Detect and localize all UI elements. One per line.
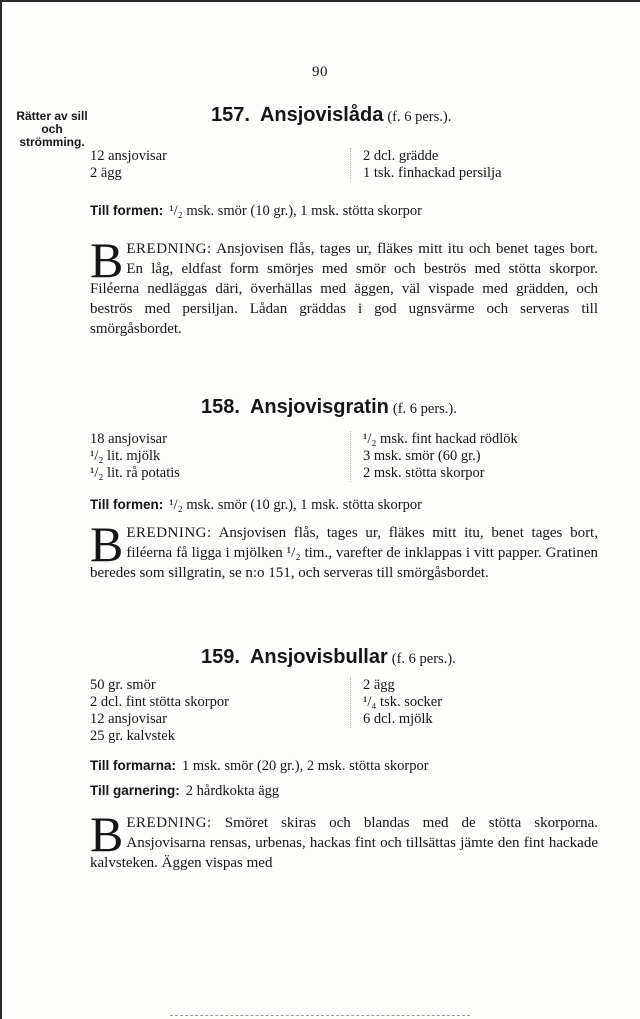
method-first-word: EREDNING: bbox=[126, 241, 212, 257]
margin-note-line: och bbox=[41, 122, 63, 136]
ingredient: ¹/₂ lit. rå potatis bbox=[90, 465, 180, 481]
dropcap: B bbox=[90, 516, 124, 572]
ingredients-left bbox=[90, 677, 229, 745]
recipe-extra bbox=[90, 783, 279, 800]
ingredients-left bbox=[90, 431, 180, 482]
ingredient: 12 ansjovisar bbox=[90, 148, 167, 164]
ingredients-right bbox=[350, 148, 502, 182]
recipe-title bbox=[211, 104, 451, 127]
ingredient: 12 ansjovisar bbox=[90, 711, 167, 727]
method-paragraph bbox=[90, 232, 598, 339]
ingredient: ¹/₄ tsk. socker bbox=[363, 694, 443, 710]
ingredient: ¹/₂ msk. fint hackad rödlök bbox=[363, 431, 518, 447]
ingredient: 25 gr. kalvstek bbox=[90, 728, 175, 744]
method-paragraph bbox=[90, 516, 598, 583]
extra-text: ¹/₂ msk. smör (10 gr.), 1 msk. stötta skorpor bbox=[169, 497, 422, 513]
extra-label: Till garnering: bbox=[90, 783, 180, 798]
recipe-title bbox=[201, 396, 457, 419]
ingredients-left bbox=[90, 148, 167, 182]
ingredient: 2 ägg bbox=[90, 165, 122, 181]
recipe-servings: (f. 6 pers.). bbox=[387, 109, 452, 125]
ingredient: 50 gr. smör bbox=[90, 677, 156, 693]
ingredient: ¹/₂ lit. mjölk bbox=[90, 448, 161, 464]
ingredients-right bbox=[350, 431, 518, 482]
margin-note-line: strömming. bbox=[19, 135, 85, 149]
extra-label: Till formen: bbox=[90, 203, 164, 218]
extra-text: 1 msk. smör (20 gr.), 2 msk. stötta skorpor bbox=[182, 758, 429, 774]
margin-note bbox=[6, 110, 98, 149]
recipe-extra bbox=[90, 758, 429, 775]
method-text: Ansjovisen flås, tages ur, fläkes mitt itu och benet tages bort. En låg, eldfast form smörjes med smör och beströs med stötta skorpor. Filéerna nedläggas däri, överhällas med äggen, väl vispade med grädden, och beströs med persiljan. Lådan gräddas i god ugnsvärme och serveras till smörgåsbordet. bbox=[90, 241, 598, 337]
ingredient: 2 dcl. fint stötta skorpor bbox=[90, 694, 229, 710]
extra-label: Till formen: bbox=[90, 497, 164, 512]
recipe-extra bbox=[90, 497, 422, 514]
recipe-number: 158. bbox=[201, 396, 240, 418]
extra-label: Till formarna: bbox=[90, 758, 177, 773]
recipe-name: Ansjovisbullar bbox=[249, 646, 388, 668]
recipe-title bbox=[201, 646, 456, 669]
recipe-extra bbox=[90, 203, 422, 220]
ingredient: 2 dcl. grädde bbox=[363, 148, 439, 164]
dropcap: B bbox=[90, 232, 124, 288]
extra-text: 2 hårdkokta ägg bbox=[185, 783, 280, 799]
recipe-number: 159. bbox=[201, 646, 240, 668]
recipe-name: Ansjovisgratin bbox=[249, 396, 389, 418]
recipe-servings: (f. 6 pers.). bbox=[392, 401, 457, 417]
ingredient: 6 dcl. mjölk bbox=[363, 711, 433, 727]
page-number: 90 bbox=[312, 64, 328, 80]
method-paragraph bbox=[90, 806, 598, 873]
method-first-word: EREDNING: bbox=[126, 815, 212, 831]
margin-note-line: Rätter av sill bbox=[16, 109, 88, 123]
recipe-servings: (f. 6 pers.). bbox=[391, 651, 456, 667]
extra-text: ¹/₂ msk. smör (10 gr.), 1 msk. stötta skorpor bbox=[169, 203, 422, 219]
ingredient: 3 msk. smör (60 gr.) bbox=[363, 448, 481, 464]
recipe-number: 157. bbox=[211, 104, 250, 126]
bottom-rule bbox=[170, 1015, 470, 1016]
method-text: Smöret skiras och blandas med de stötta skorporna. Ansjovisarna rensas, urbenas, hackas fint och tillsättas jämte den fint hackade kalvsteken. Äggen vispas med bbox=[90, 815, 598, 871]
dropcap: B bbox=[90, 806, 124, 862]
ingredient: 2 msk. stötta skorpor bbox=[363, 465, 485, 481]
ingredients-right bbox=[350, 677, 442, 728]
ingredient: 2 ägg bbox=[363, 677, 395, 693]
ingredient: 18 ansjovisar bbox=[90, 431, 167, 447]
method-first-word: EREDNING: bbox=[126, 525, 212, 541]
method-text: Ansjovisen flås, tages ur, fläkes mitt itu, benet tages bort, filéerna få ligga i mjölken ¹/₂ tim., varefter de inklappas i vitt papper. Gratinen beredes som sillgratin, se n:o 151, och serveras till smörgåsbordet. bbox=[90, 525, 598, 581]
recipe-name: Ansjovislåda bbox=[259, 104, 384, 126]
ingredient: 1 tsk. finhackad persilja bbox=[363, 165, 502, 181]
